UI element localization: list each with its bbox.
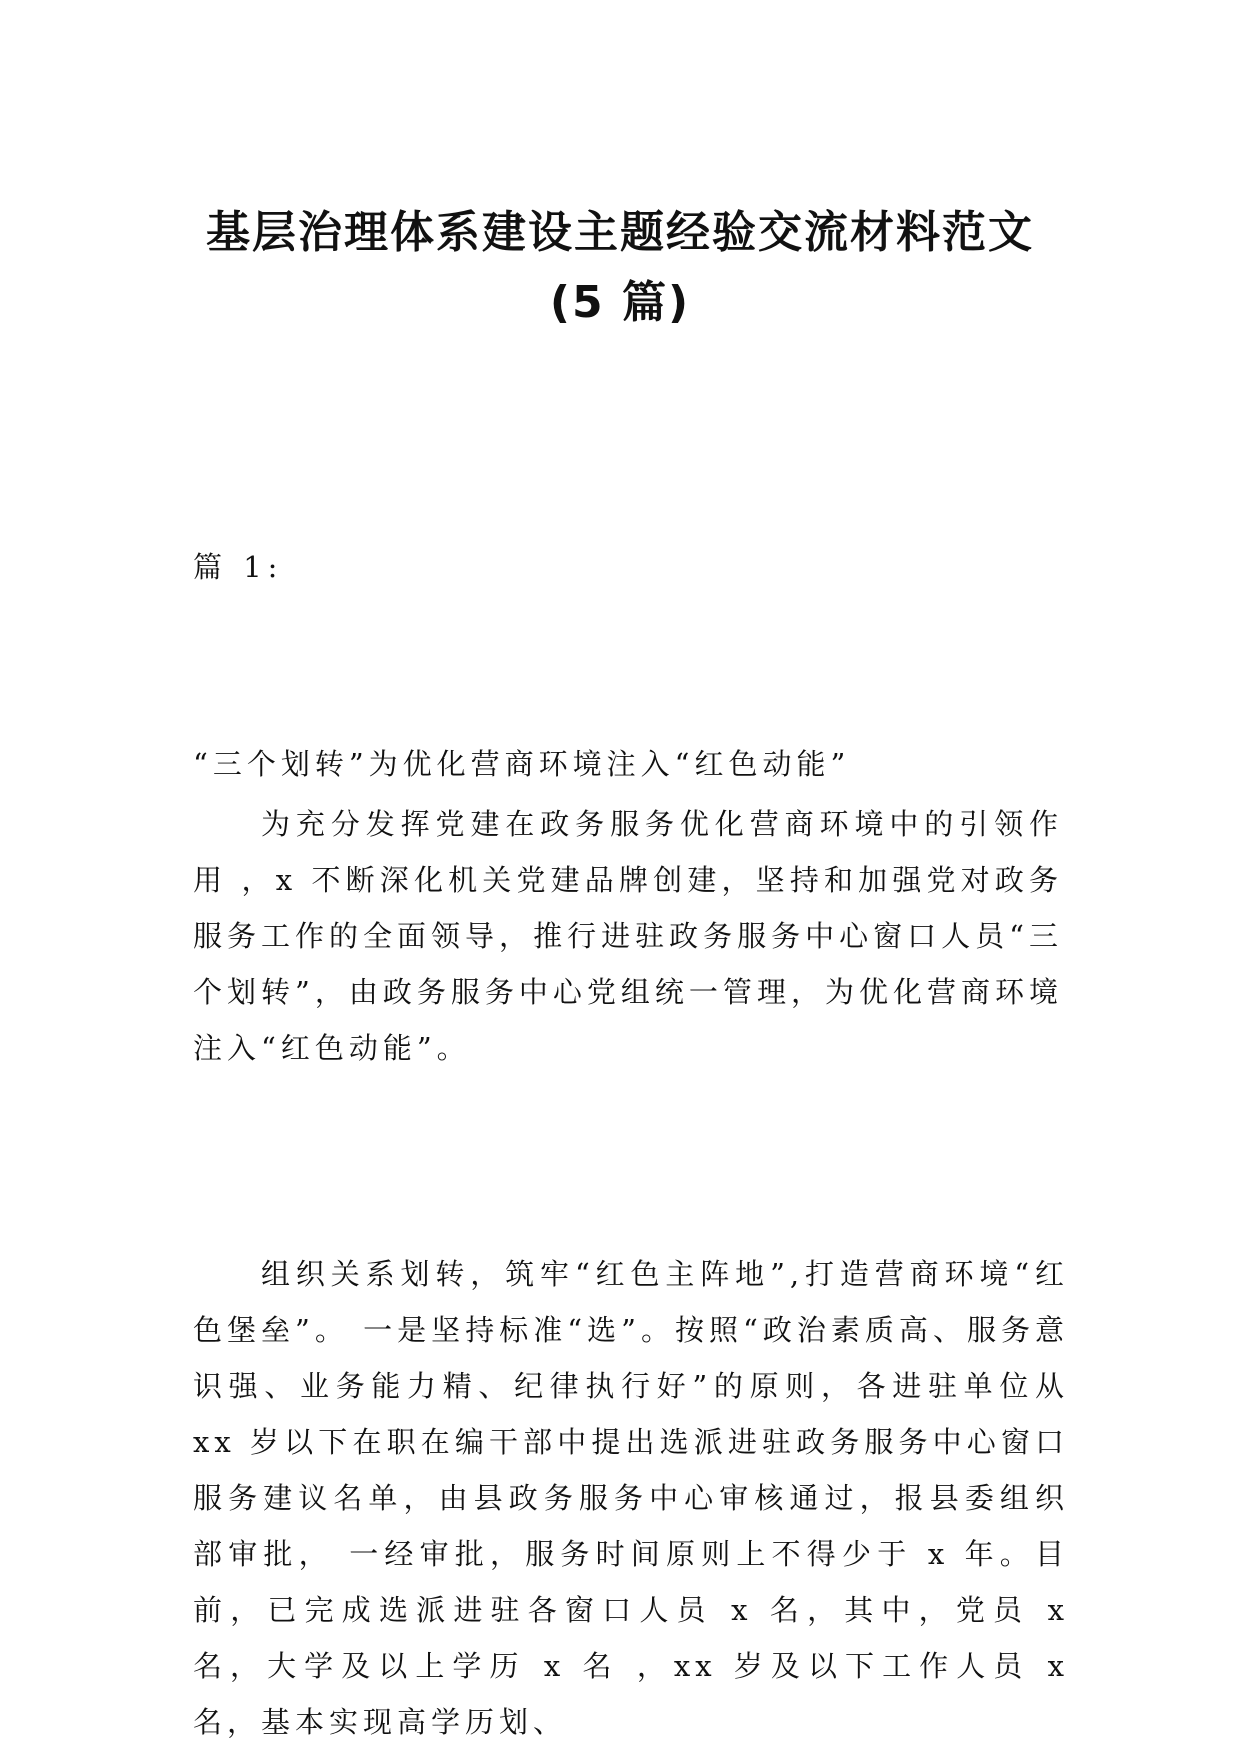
article-subheading: “三个划转”为优化营商环境注入“红色动能” (193, 747, 851, 781)
document-title-line1: 基层治理体系建设主题经验交流材料范文 (206, 207, 1034, 258)
section-label: 篇 1: (193, 550, 284, 584)
paragraph-organization-transfer: 组织关系划转，筑牢“红色主阵地”,打造营商环境“红色堡垒”。 一是坚持标准“选”。按照“政治素质高、服务意识强、业务能力精、纪律执行好”的原则，各进驻单位从 xx 岁以下在职在编干部中提出选派进驻政务服务中心窗口服务建议名单，由县政务服务中心审核通过，报县委组织部审批， 一经审批，服务时间原则上不得少于 x 年。目前，已完成选派进驻各窗口人员 x 名，其中，党员 x 名，大学及以上学历 x 名 ，xx 岁及以下工作人员 x 名，基本实现高学历划、 (193, 1257, 1069, 1739)
document-title-line2: (5 篇) (549, 277, 691, 328)
paragraph-intro: 为充分发挥党建在政务服务优化营商环境中的引领作用 ，x 不断深化机关党建品牌创建，坚持和加强党对政务服务工作的全面领导，推行进驻政务服务中心窗口人员“三个划转”，由政务服务中心党组统一管理，为优化营商环境注入“红色动能”。 (193, 807, 1063, 1065)
